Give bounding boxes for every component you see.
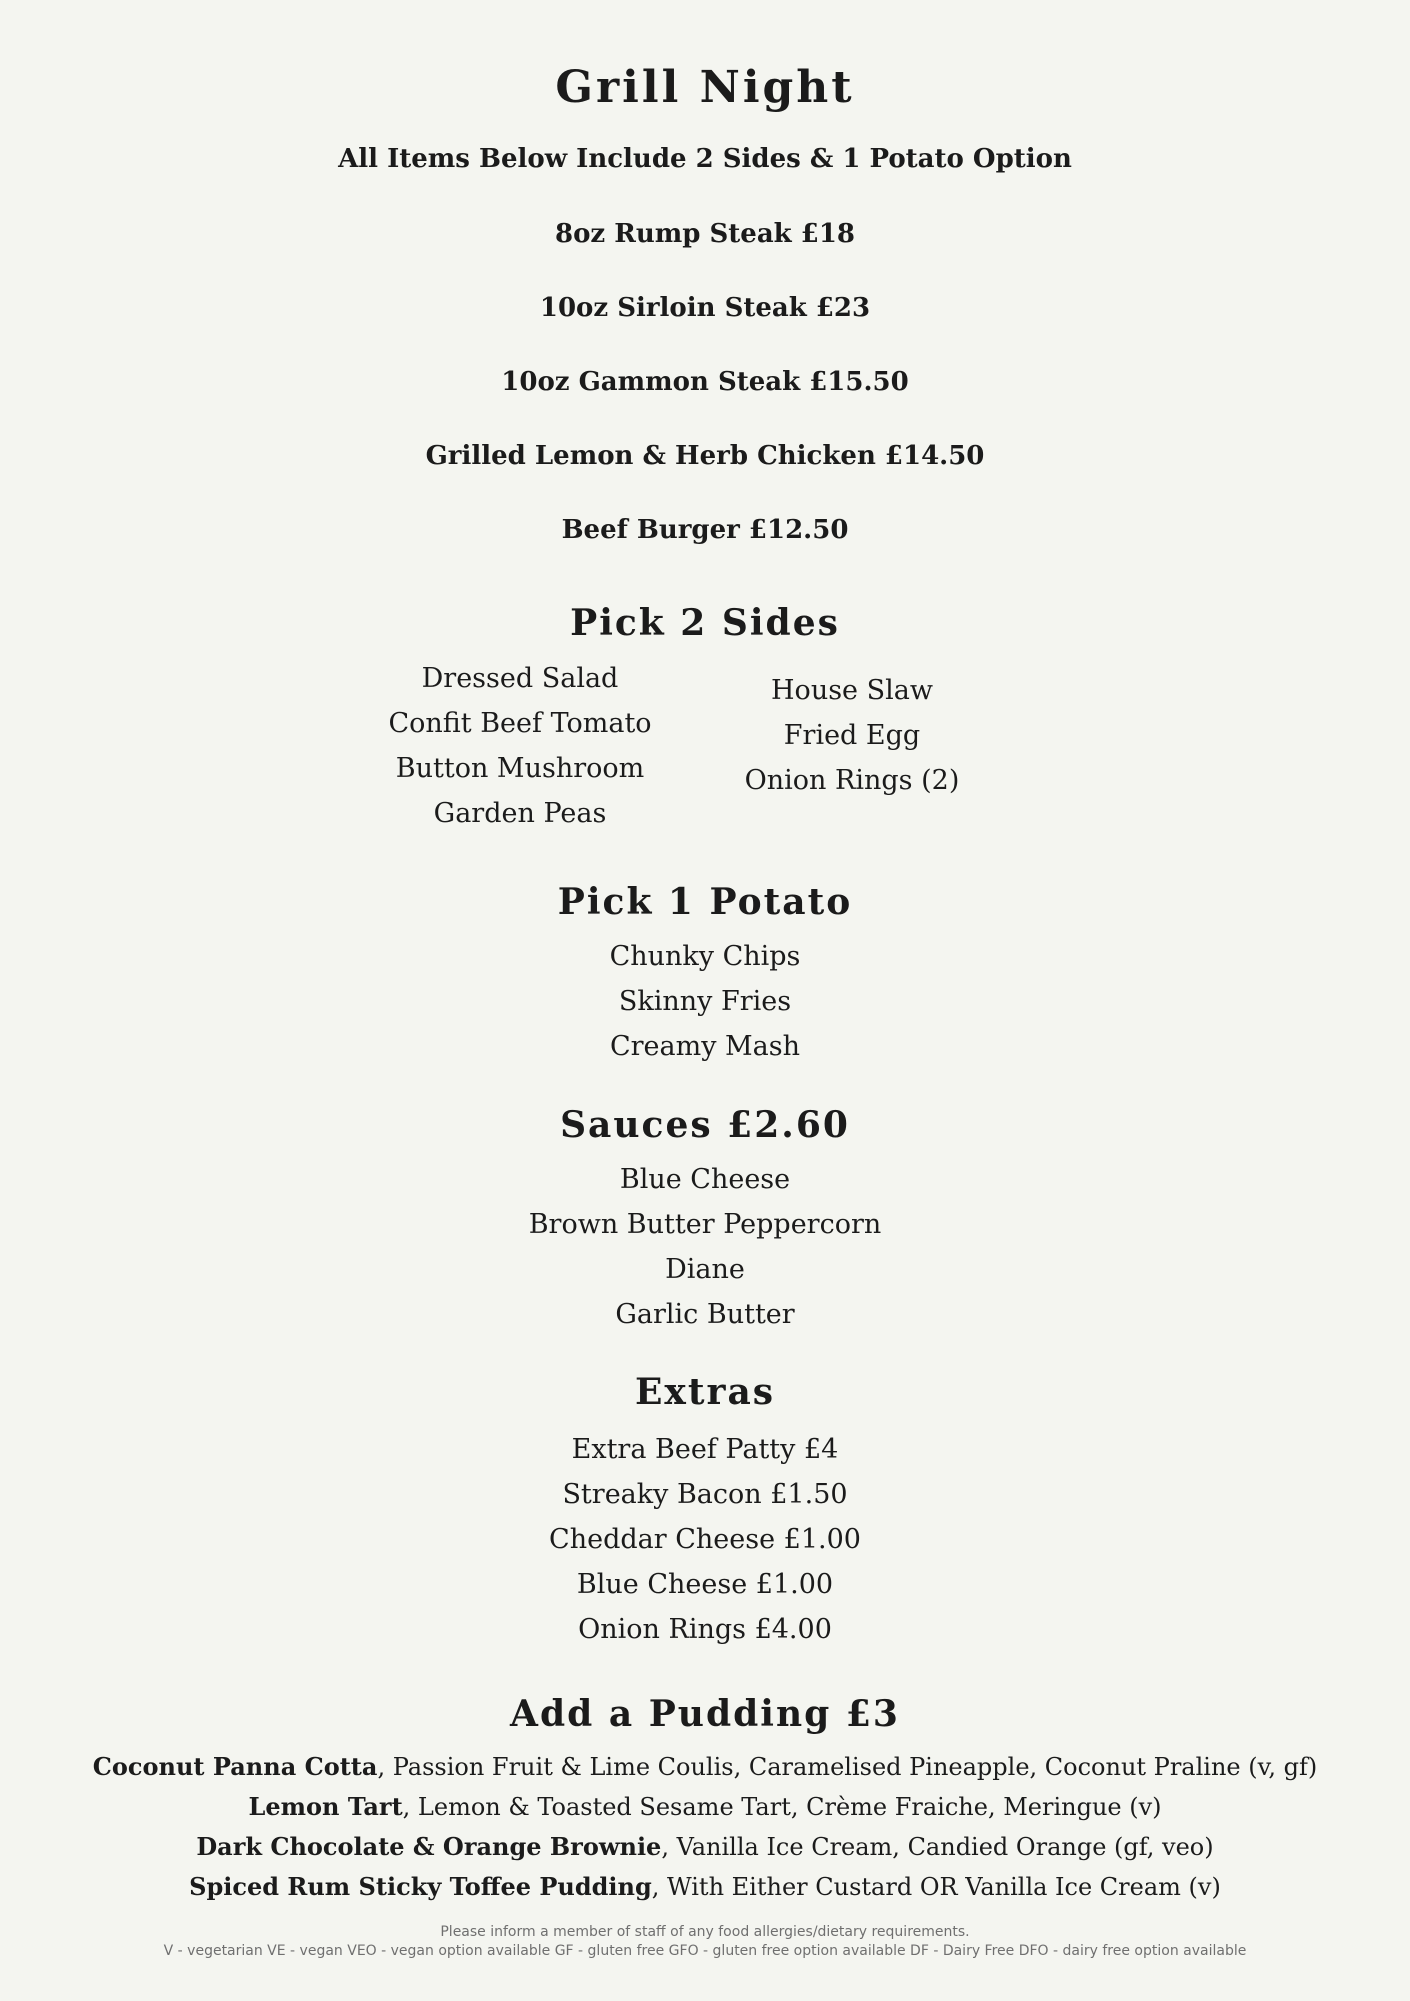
sauce-item: Diane (665, 1254, 745, 1285)
sides-right-column (722, 668, 982, 803)
potato-item: Skinny Fries (618, 986, 792, 1017)
side-item: Fried Egg (783, 720, 921, 751)
side-item: Confit Beef Tomato (388, 708, 652, 739)
sauces-list (0, 1157, 1410, 1337)
allergy-footer (0, 1923, 1410, 1961)
potato-list (0, 934, 1410, 1069)
sauce-item: Brown Butter Peppercorn (528, 1209, 882, 1240)
extra-item: Streaky Bacon £1.50 (562, 1479, 848, 1510)
main-item: 10oz Gammon Steak £15.50 (501, 367, 909, 397)
pudding-description: , Passion Fruit & Lime Coulis, Caramelised Pineapple, Coconut Praline (v, gf) (377, 1753, 1318, 1781)
side-item: Onion Rings (2) (744, 765, 960, 796)
pudding-list (0, 1747, 1410, 1907)
pudding-item (0, 1787, 1410, 1827)
extras-heading: Extras (634, 1371, 776, 1413)
potato-item: Creamy Mash (609, 1031, 801, 1062)
extra-item: Blue Cheese £1.00 (576, 1569, 834, 1600)
side-item: Garden Peas (433, 798, 607, 829)
pudding-name: Coconut Panna Cotta (92, 1752, 378, 1781)
menu-title: Grill Night (555, 62, 855, 113)
pudding-heading: Add a Pudding £3 (510, 1693, 900, 1735)
potato-heading: Pick 1 Potato (557, 881, 853, 923)
sides-heading: Pick 2 Sides (570, 602, 840, 644)
main-item: 8oz Rump Steak £18 (554, 219, 855, 249)
potato-item: Chunky Chips (609, 941, 801, 972)
main-item: 10oz Sirloin Steak £23 (539, 293, 871, 323)
main-item: Grilled Lemon & Herb Chicken £14.50 (425, 441, 985, 471)
pudding-item (0, 1867, 1410, 1907)
extras-list (0, 1427, 1410, 1652)
extra-item: Cheddar Cheese £1.00 (549, 1524, 861, 1555)
pudding-description: , With Either Custard OR Vanilla Ice Cream (v) (651, 1873, 1221, 1901)
pudding-name: Lemon Tart (248, 1792, 403, 1821)
pudding-name: Spiced Rum Sticky Toffee Pudding (189, 1872, 652, 1901)
sauce-item: Blue Cheese (619, 1164, 791, 1195)
side-item: Dressed Salad (421, 663, 619, 694)
allergy-note: Please inform a member of staff of any food allergies/dietary requirements. (440, 1924, 970, 1940)
sauce-item: Garlic Butter (615, 1299, 795, 1330)
pudding-description: , Vanilla Ice Cream, Candied Orange (gf, veo) (661, 1833, 1214, 1861)
sides-left-column (370, 656, 670, 836)
pudding-item (0, 1747, 1410, 1787)
main-item: Beef Burger £12.50 (561, 515, 849, 545)
extra-item: Onion Rings £4.00 (578, 1614, 832, 1645)
menu-subtitle: All Items Below Include 2 Sides & 1 Potato Option (338, 144, 1072, 174)
pudding-description: , Lemon & Toasted Sesame Tart, Crème Fraiche, Meringue (v) (402, 1793, 1162, 1821)
pudding-item (0, 1827, 1410, 1867)
pudding-name: Dark Chocolate & Orange Brownie (196, 1832, 662, 1861)
side-item: Button Mushroom (395, 753, 645, 784)
sauces-heading: Sauces £2.60 (560, 1104, 850, 1146)
extra-item: Extra Beef Patty £4 (571, 1434, 839, 1465)
dietary-key: V - vegetarian VE - vegan VEO - vegan option available GF - gluten free GFO - gluten free option available DF - Dairy Free DFO - dairy free option available (163, 1943, 1247, 1959)
side-item: House Slaw (771, 675, 933, 706)
